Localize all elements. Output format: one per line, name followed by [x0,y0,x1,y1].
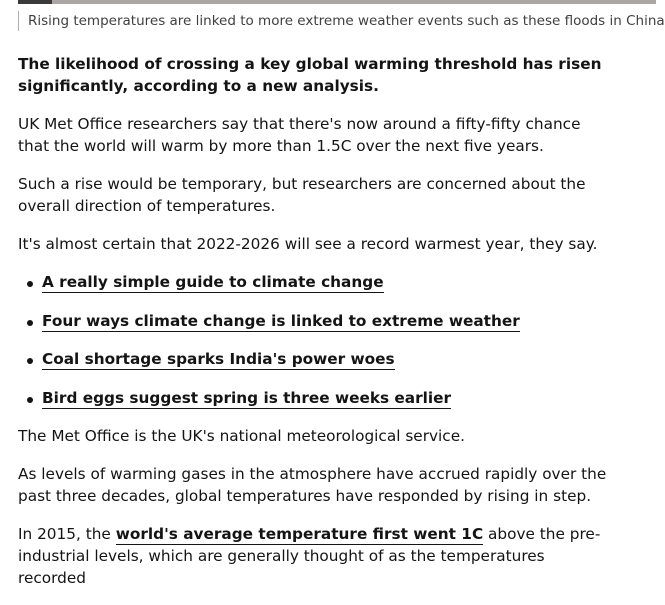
related-links-list [18,271,608,409]
bullet-icon [27,397,33,403]
inline-link-temperature-1c[interactable]: world's average temperature first went 1C [115,525,484,543]
related-link-climate-guide[interactable]: A really simple guide to climate change [42,273,384,291]
article-paragraph: It's almost certain that 2022-2026 will see a record warmest year, they say. [18,235,598,253]
article-paragraph: Such a rise would be temporary, but researchers are concerned about the overall direction of temperatures. [18,175,586,215]
article-paragraph-final [18,523,608,589]
hero-image-flood-scene [52,0,656,4]
hero-image-bottom-edge [18,0,656,4]
bullet-icon [27,281,33,287]
related-link-item [18,348,608,370]
related-link-item [18,310,608,332]
article-paragraph: As levels of warming gases in the atmosphere have accrued rapidly over the past three decades, global temperatures have responded by rising in step. [18,465,607,505]
related-link-extreme-weather[interactable]: Four ways climate change is linked to extreme weather [42,311,520,330]
article-paragraph: UK Met Office researchers say that there's now around a fifty-fifty chance that the world will warm by more than 1.5C over the next five years. [18,115,581,155]
article-paragraph: The Met Office is the UK's national meteorological service. [18,427,465,445]
article-lead: The likelihood of crossing a key global warming threshold has risen significantly, according to a new analysis. [18,55,602,95]
bullet-icon [27,358,33,364]
final-text-before: In 2015, the [18,525,116,543]
related-link-item [18,387,608,409]
image-caption: Rising temperatures are linked to more extreme weather events such as these floods in China [18,11,665,31]
related-link-coal-shortage[interactable]: Coal shortage sparks India's power woes [42,350,395,368]
bullet-icon [27,320,33,326]
article-body [18,53,608,605]
related-link-item [18,271,608,293]
final-text-after: above the pre-industrial levels, which are generally thought of as the temperatures recorded [18,525,601,587]
related-link-bird-eggs[interactable]: Bird eggs suggest spring is three weeks earlier [42,388,452,407]
